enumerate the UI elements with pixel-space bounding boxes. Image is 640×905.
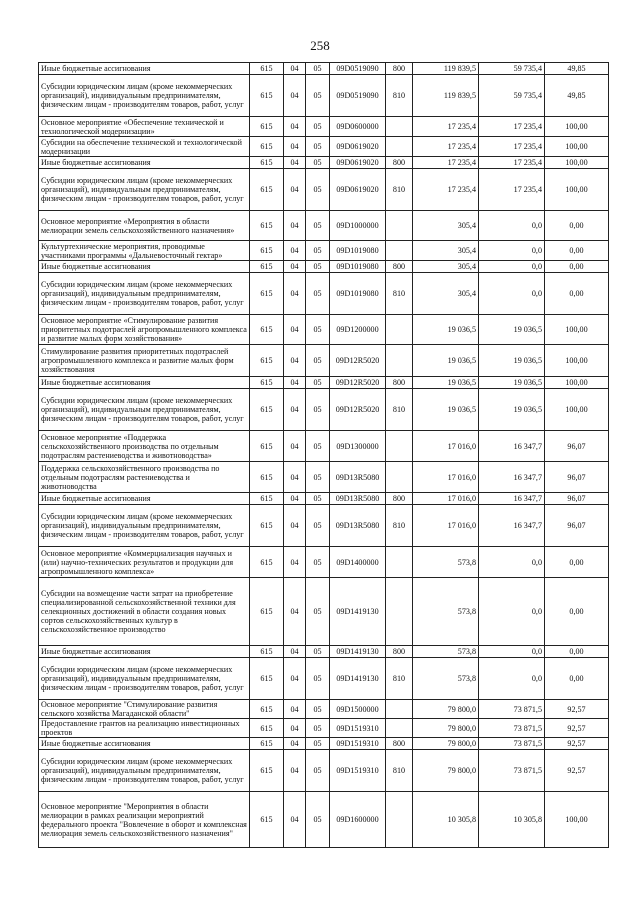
cell-percent: 96,07 (545, 462, 609, 493)
cell-name: Иные бюджетные ассигнования (39, 157, 250, 169)
cell-percent: 0,00 (545, 241, 609, 261)
cell-planned: 305,4 (413, 261, 479, 273)
cell-percent: 0,00 (545, 273, 609, 315)
cell-executed: 16 347,7 (479, 431, 545, 462)
cell-section: 04 (284, 547, 306, 578)
cell-expense-type: 810 (386, 658, 413, 700)
cell-percent: 0,00 (545, 261, 609, 273)
cell-expense-type: 810 (386, 389, 413, 431)
cell-planned: 79 800,0 (413, 738, 479, 750)
cell-percent: 92,57 (545, 738, 609, 750)
table-row (39, 646, 609, 658)
table-row (39, 719, 609, 738)
cell-expense-type (386, 315, 413, 345)
cell-planned: 19 036,5 (413, 389, 479, 431)
cell-name: Субсидии юридическим лицам (кроме некоммерческих организаций), индивидуальным предпринимателям, физическим лицам - производителям товаров, работ, услуг (39, 505, 250, 547)
cell-subsection: 05 (306, 547, 330, 578)
table-row (39, 750, 609, 792)
cell-subsection: 05 (306, 493, 330, 505)
cell-name: Субсидии юридическим лицам (кроме некоммерческих организаций), индивидуальным предпринимателям, физическим лицам - производителям товаров, работ, услуг (39, 75, 250, 117)
cell-percent: 0,00 (545, 211, 609, 241)
cell-grbs: 615 (250, 792, 284, 848)
cell-target-article: 09D12R5020 (330, 345, 386, 377)
cell-expense-type (386, 792, 413, 848)
cell-executed: 0,0 (479, 261, 545, 273)
cell-section: 04 (284, 117, 306, 137)
cell-expense-type (386, 345, 413, 377)
cell-name: Иные бюджетные ассигнования (39, 738, 250, 750)
cell-planned: 573,8 (413, 547, 479, 578)
cell-section: 04 (284, 462, 306, 493)
cell-target-article: 09D1519310 (330, 738, 386, 750)
cell-percent: 0,00 (545, 578, 609, 646)
cell-subsection: 05 (306, 377, 330, 389)
cell-target-article: 09D0619020 (330, 169, 386, 211)
cell-section: 04 (284, 211, 306, 241)
cell-expense-type: 810 (386, 505, 413, 547)
cell-executed: 19 036,5 (479, 345, 545, 377)
cell-executed: 59 735,4 (479, 75, 545, 117)
cell-executed: 17 235,4 (479, 157, 545, 169)
cell-section: 04 (284, 389, 306, 431)
table-row (39, 315, 609, 345)
cell-name: Основное мероприятие «Стимулирование развития приоритетных подотраслей агропромышленного комплекса и развитие малых форм хозяйствования» (39, 315, 250, 345)
cell-planned: 79 800,0 (413, 700, 479, 719)
cell-subsection: 05 (306, 646, 330, 658)
cell-planned: 79 800,0 (413, 750, 479, 792)
cell-planned: 17 016,0 (413, 431, 479, 462)
table-row (39, 505, 609, 547)
cell-section: 04 (284, 431, 306, 462)
cell-subsection: 05 (306, 505, 330, 547)
cell-percent: 100,00 (545, 377, 609, 389)
cell-grbs: 615 (250, 345, 284, 377)
budget-table (38, 62, 609, 848)
cell-grbs: 615 (250, 493, 284, 505)
cell-executed: 73 871,5 (479, 700, 545, 719)
table-row (39, 117, 609, 137)
cell-percent: 49,85 (545, 63, 609, 75)
cell-grbs: 615 (250, 137, 284, 157)
cell-subsection: 05 (306, 261, 330, 273)
table-row (39, 462, 609, 493)
cell-percent: 0,00 (545, 646, 609, 658)
cell-target-article: 09D1019080 (330, 241, 386, 261)
cell-section: 04 (284, 315, 306, 345)
cell-grbs: 615 (250, 578, 284, 646)
cell-grbs: 615 (250, 547, 284, 578)
cell-percent: 92,57 (545, 719, 609, 738)
cell-expense-type (386, 719, 413, 738)
cell-expense-type: 800 (386, 261, 413, 273)
cell-subsection: 05 (306, 719, 330, 738)
cell-executed: 19 036,5 (479, 315, 545, 345)
cell-planned: 19 036,5 (413, 345, 479, 377)
cell-grbs: 615 (250, 157, 284, 169)
cell-executed: 0,0 (479, 547, 545, 578)
cell-target-article: 09D1400000 (330, 547, 386, 578)
cell-section: 04 (284, 377, 306, 389)
cell-expense-type (386, 578, 413, 646)
cell-subsection: 05 (306, 700, 330, 719)
table-row (39, 157, 609, 169)
cell-name: Субсидии юридическим лицам (кроме некоммерческих организаций), индивидуальным предпринимателям, физическим лицам - производителям товаров, работ, услуг (39, 658, 250, 700)
cell-subsection: 05 (306, 157, 330, 169)
cell-name: Иные бюджетные ассигнования (39, 261, 250, 273)
table-row (39, 431, 609, 462)
cell-name: Субсидии юридическим лицам (кроме некоммерческих организаций), индивидуальным предпринимателям, физическим лицам - производителям товаров, работ, услуг (39, 169, 250, 211)
table-row (39, 261, 609, 273)
cell-planned: 573,8 (413, 578, 479, 646)
cell-name: Субсидии на обеспечение технической и технологической модернизации (39, 137, 250, 157)
cell-planned: 17 235,4 (413, 169, 479, 211)
cell-grbs: 615 (250, 658, 284, 700)
cell-target-article: 09D13R5080 (330, 462, 386, 493)
cell-planned: 17 016,0 (413, 493, 479, 505)
cell-subsection: 05 (306, 462, 330, 493)
cell-planned: 573,8 (413, 658, 479, 700)
cell-expense-type (386, 137, 413, 157)
cell-executed: 17 235,4 (479, 117, 545, 137)
cell-target-article: 09D12R5020 (330, 389, 386, 431)
cell-executed: 10 305,8 (479, 792, 545, 848)
cell-percent: 100,00 (545, 157, 609, 169)
cell-executed: 19 036,5 (479, 377, 545, 389)
cell-section: 04 (284, 157, 306, 169)
cell-target-article: 09D0619020 (330, 157, 386, 169)
cell-grbs: 615 (250, 719, 284, 738)
cell-name: Субсидии на возмещение части затрат на приобретение специализированной сельскохозяйственной техники для селекционных достижений в области создания новых сортов сельскохозяйственных культур в сельскохозяйственное производство (39, 578, 250, 646)
cell-name: Основное мероприятие «Мероприятия в области мелиорации земель сельскохозяйственного назначения» (39, 211, 250, 241)
cell-grbs: 615 (250, 315, 284, 345)
cell-percent: 96,07 (545, 493, 609, 505)
cell-subsection: 05 (306, 137, 330, 157)
cell-subsection: 05 (306, 389, 330, 431)
cell-percent: 0,00 (545, 658, 609, 700)
cell-executed: 73 871,5 (479, 750, 545, 792)
cell-executed: 17 235,4 (479, 137, 545, 157)
cell-percent: 49,85 (545, 75, 609, 117)
cell-name: Предоставление грантов на реализацию инвестиционных проектов (39, 719, 250, 738)
cell-expense-type (386, 117, 413, 137)
table-row (39, 169, 609, 211)
cell-executed: 19 036,5 (479, 389, 545, 431)
cell-section: 04 (284, 750, 306, 792)
cell-grbs: 615 (250, 462, 284, 493)
cell-name: Основное мероприятие "Мероприятия в области мелиорации в рамках реализации мероприятий федерального проекта "Вовлечение в оборот и комплексная мелиорация земель сельскохозяйственного назначения" (39, 792, 250, 848)
cell-expense-type: 810 (386, 169, 413, 211)
cell-name: Основное мероприятие «Обеспечение технической и технологической модернизации» (39, 117, 250, 137)
cell-expense-type (386, 431, 413, 462)
cell-name: Субсидии юридическим лицам (кроме некоммерческих организаций), индивидуальным предпринимателям, физическим лицам - производителям товаров, работ, услуг (39, 389, 250, 431)
cell-section: 04 (284, 738, 306, 750)
table-row (39, 211, 609, 241)
cell-grbs: 615 (250, 700, 284, 719)
table-body (39, 63, 609, 848)
cell-expense-type (386, 211, 413, 241)
cell-percent: 100,00 (545, 792, 609, 848)
cell-executed: 73 871,5 (479, 719, 545, 738)
cell-planned: 305,4 (413, 273, 479, 315)
cell-section: 04 (284, 792, 306, 848)
cell-subsection: 05 (306, 792, 330, 848)
cell-target-article: 09D0619020 (330, 137, 386, 157)
cell-planned: 17 235,4 (413, 117, 479, 137)
cell-subsection: 05 (306, 75, 330, 117)
cell-percent: 96,07 (545, 431, 609, 462)
cell-subsection: 05 (306, 315, 330, 345)
cell-section: 04 (284, 345, 306, 377)
cell-subsection: 05 (306, 750, 330, 792)
cell-name: Иные бюджетные ассигнования (39, 646, 250, 658)
cell-subsection: 05 (306, 63, 330, 75)
cell-executed: 0,0 (479, 658, 545, 700)
cell-name: Основное мероприятие «Коммерциализация научных и (или) научно-технических результатов и продукции для агропромышленного комплекса» (39, 547, 250, 578)
cell-expense-type: 810 (386, 273, 413, 315)
cell-subsection: 05 (306, 578, 330, 646)
cell-target-article: 09D1419130 (330, 578, 386, 646)
cell-target-article: 09D1500000 (330, 700, 386, 719)
cell-target-article: 09D1519310 (330, 719, 386, 738)
cell-name: Иные бюджетные ассигнования (39, 377, 250, 389)
cell-grbs: 615 (250, 738, 284, 750)
cell-expense-type: 810 (386, 750, 413, 792)
cell-target-article: 09D1019080 (330, 261, 386, 273)
cell-section: 04 (284, 75, 306, 117)
cell-section: 04 (284, 646, 306, 658)
cell-section: 04 (284, 273, 306, 315)
cell-executed: 0,0 (479, 211, 545, 241)
cell-name: Субсидии юридическим лицам (кроме некоммерческих организаций), индивидуальным предпринимателям, физическим лицам - производителям товаров, работ, услуг (39, 273, 250, 315)
cell-name: Иные бюджетные ассигнования (39, 493, 250, 505)
cell-target-article: 09D0600000 (330, 117, 386, 137)
table-row (39, 75, 609, 117)
cell-target-article: 09D13R5080 (330, 493, 386, 505)
cell-section: 04 (284, 700, 306, 719)
cell-grbs: 615 (250, 377, 284, 389)
cell-name: Стимулирование развития приоритетных подотраслей агропромышленного комплекса и развитие малых форм хозяйствования (39, 345, 250, 377)
cell-section: 04 (284, 137, 306, 157)
cell-target-article: 09D1200000 (330, 315, 386, 345)
cell-grbs: 615 (250, 75, 284, 117)
cell-section: 04 (284, 505, 306, 547)
table-row (39, 700, 609, 719)
cell-name: Субсидии юридическим лицам (кроме некоммерческих организаций), индивидуальным предпринимателям, физическим лицам - производителям товаров, работ, услуг (39, 750, 250, 792)
cell-executed: 0,0 (479, 273, 545, 315)
table-row (39, 273, 609, 315)
cell-target-article: 09D1419130 (330, 646, 386, 658)
table-row (39, 547, 609, 578)
cell-target-article: 09D12R5020 (330, 377, 386, 389)
cell-subsection: 05 (306, 273, 330, 315)
cell-expense-type (386, 700, 413, 719)
cell-percent: 100,00 (545, 169, 609, 211)
cell-subsection: 05 (306, 169, 330, 211)
cell-percent: 100,00 (545, 389, 609, 431)
cell-grbs: 615 (250, 273, 284, 315)
cell-planned: 305,4 (413, 211, 479, 241)
cell-percent: 0,00 (545, 547, 609, 578)
table-row (39, 137, 609, 157)
cell-target-article: 09D1600000 (330, 792, 386, 848)
cell-executed: 0,0 (479, 578, 545, 646)
cell-percent: 96,07 (545, 505, 609, 547)
cell-section: 04 (284, 658, 306, 700)
cell-name: Иные бюджетные ассигнования (39, 63, 250, 75)
cell-grbs: 615 (250, 117, 284, 137)
table-row (39, 389, 609, 431)
cell-target-article: 09D1000000 (330, 211, 386, 241)
cell-expense-type: 800 (386, 377, 413, 389)
cell-percent: 92,57 (545, 750, 609, 792)
cell-expense-type: 810 (386, 75, 413, 117)
cell-target-article: 09D0519090 (330, 75, 386, 117)
cell-section: 04 (284, 493, 306, 505)
cell-executed: 16 347,7 (479, 505, 545, 547)
cell-grbs: 615 (250, 261, 284, 273)
cell-expense-type (386, 241, 413, 261)
cell-percent: 100,00 (545, 315, 609, 345)
cell-percent: 100,00 (545, 137, 609, 157)
cell-target-article: 09D13R5080 (330, 505, 386, 547)
cell-name: Поддержка сельскохозяйственного производства по отдельным подотраслям растениеводства и животноводства (39, 462, 250, 493)
cell-planned: 305,4 (413, 241, 479, 261)
cell-planned: 17 016,0 (413, 505, 479, 547)
cell-executed: 16 347,7 (479, 493, 545, 505)
cell-section: 04 (284, 63, 306, 75)
cell-section: 04 (284, 261, 306, 273)
page-number: 258 (310, 38, 330, 53)
table-row (39, 377, 609, 389)
cell-planned: 19 036,5 (413, 315, 479, 345)
cell-planned: 119 839,5 (413, 63, 479, 75)
table-row (39, 345, 609, 377)
cell-section: 04 (284, 578, 306, 646)
table-row (39, 658, 609, 700)
cell-percent: 100,00 (545, 117, 609, 137)
cell-subsection: 05 (306, 431, 330, 462)
cell-expense-type: 800 (386, 157, 413, 169)
cell-target-article: 09D1419130 (330, 658, 386, 700)
cell-planned: 573,8 (413, 646, 479, 658)
cell-executed: 73 871,5 (479, 738, 545, 750)
cell-grbs: 615 (250, 169, 284, 211)
cell-expense-type: 800 (386, 646, 413, 658)
cell-section: 04 (284, 241, 306, 261)
table-row (39, 738, 609, 750)
cell-name: Основное мероприятие «Поддержка сельскохозяйственного производства по отдельным подотраслям растениеводства и животноводства» (39, 431, 250, 462)
cell-planned: 119 839,5 (413, 75, 479, 117)
table-row (39, 63, 609, 75)
cell-grbs: 615 (250, 241, 284, 261)
cell-planned: 17 016,0 (413, 462, 479, 493)
cell-subsection: 05 (306, 658, 330, 700)
table-row (39, 578, 609, 646)
cell-executed: 0,0 (479, 241, 545, 261)
cell-planned: 17 235,4 (413, 157, 479, 169)
cell-subsection: 05 (306, 241, 330, 261)
cell-planned: 19 036,5 (413, 377, 479, 389)
cell-subsection: 05 (306, 211, 330, 241)
cell-executed: 17 235,4 (479, 169, 545, 211)
cell-expense-type (386, 547, 413, 578)
cell-planned: 17 235,4 (413, 137, 479, 157)
cell-planned: 79 800,0 (413, 719, 479, 738)
cell-percent: 92,57 (545, 700, 609, 719)
cell-target-article: 09D1519310 (330, 750, 386, 792)
cell-expense-type: 800 (386, 63, 413, 75)
cell-grbs: 615 (250, 63, 284, 75)
cell-expense-type: 800 (386, 738, 413, 750)
cell-target-article: 09D1019080 (330, 273, 386, 315)
cell-percent: 100,00 (545, 345, 609, 377)
cell-section: 04 (284, 719, 306, 738)
cell-expense-type (386, 462, 413, 493)
cell-target-article: 09D1300000 (330, 431, 386, 462)
cell-subsection: 05 (306, 117, 330, 137)
cell-grbs: 615 (250, 211, 284, 241)
cell-executed: 16 347,7 (479, 462, 545, 493)
cell-name: Культуртехнические мероприятия, проводимые участниками программы «Дальневосточный гектар» (39, 241, 250, 261)
cell-grbs: 615 (250, 431, 284, 462)
table-row (39, 493, 609, 505)
cell-subsection: 05 (306, 738, 330, 750)
cell-grbs: 615 (250, 389, 284, 431)
cell-grbs: 615 (250, 646, 284, 658)
cell-planned: 10 305,8 (413, 792, 479, 848)
cell-subsection: 05 (306, 345, 330, 377)
cell-target-article: 09D0519090 (330, 63, 386, 75)
cell-executed: 0,0 (479, 646, 545, 658)
cell-grbs: 615 (250, 750, 284, 792)
table-row (39, 241, 609, 261)
cell-executed: 59 735,4 (479, 63, 545, 75)
cell-name: Основное мероприятие "Стимулирование развития сельского хозяйства Магаданской области" (39, 700, 250, 719)
table-row (39, 792, 609, 848)
cell-section: 04 (284, 169, 306, 211)
cell-grbs: 615 (250, 505, 284, 547)
cell-expense-type: 800 (386, 493, 413, 505)
